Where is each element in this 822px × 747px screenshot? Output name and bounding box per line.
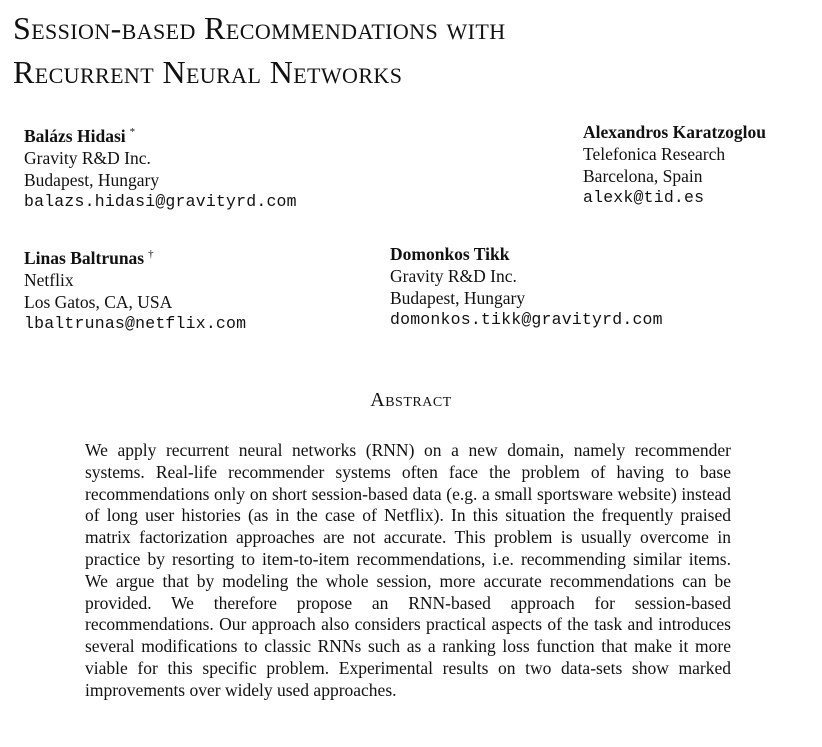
author-name: Linas Baltrunas <box>24 248 145 268</box>
author-name: Domonkos Tikk <box>390 244 510 264</box>
author-block <box>24 121 297 213</box>
author-email[interactable]: alexk@tid.es <box>583 188 705 207</box>
author-affiliation: Netflix <box>24 270 74 290</box>
author-name: Balázs Hidasi <box>24 126 126 146</box>
paper-title-line-1: Session-based Recommendations with <box>13 10 506 46</box>
author-footnote-mark: * <box>129 126 136 138</box>
author-block <box>583 121 766 209</box>
abstract-text: We apply recurrent neural networks (RNN) on a new domain, namely recommender systems. Real-life recommender systems often face the problem of having to base recommendations only on short session-based data (e.g. a small sportsware website) instead of long user histories (as in the case of Netflix). In this situation the frequently praised matrix factorization approaches are not accurate. This problem is usually overcome in practice by resorting to item-to-item recommendations, i.e. recommending similar items. We argue that by modeling the whole session, more accurate recommendations can be provided. We therefore propose an RNN-based approach for session-based recommendations. Our approach also considers practical aspects of the task and introduces several modifications to classic RNNs such as a ranking loss function that make it more viable for this specific problem. Experimental results on two data-sets show marked improvements over widely used approaches. <box>85 440 731 700</box>
author-location: Budapest, Hungary <box>24 170 160 190</box>
author-email[interactable]: balazs.hidasi@gravityrd.com <box>24 192 297 211</box>
author-name: Alexandros Karatzoglou <box>583 122 766 142</box>
author-affiliation: Gravity R&D Inc. <box>390 266 517 286</box>
author-block <box>24 243 246 335</box>
author-location: Los Gatos, CA, USA <box>24 292 173 312</box>
author-affiliation: Gravity R&D Inc. <box>24 148 151 168</box>
author-location: Budapest, Hungary <box>390 288 526 308</box>
author-footnote-mark: † <box>148 248 154 260</box>
paper-title-line-2: Recurrent Neural Networks <box>13 54 403 90</box>
author-location: Barcelona, Spain <box>583 166 703 186</box>
author-affiliation: Telefonica Research <box>583 144 726 164</box>
paper-title <box>13 6 506 94</box>
author-email[interactable]: domonkos.tikk@gravityrd.com <box>390 310 663 329</box>
author-block <box>390 243 663 331</box>
author-email[interactable]: lbaltrunas@netflix.com <box>24 314 247 333</box>
abstract-heading: Abstract <box>370 389 452 411</box>
